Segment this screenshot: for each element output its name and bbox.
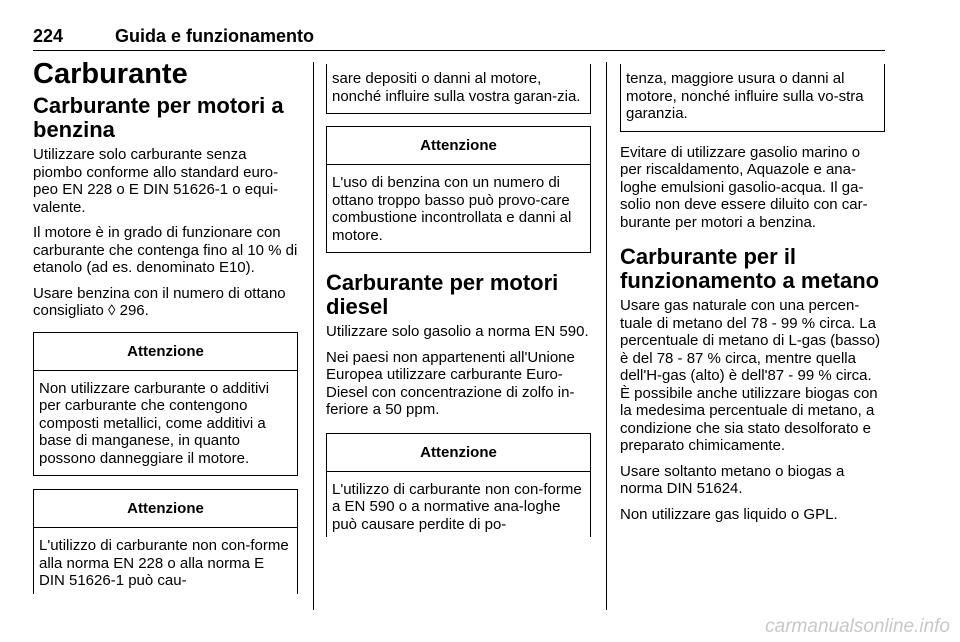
paragraph: Usare benzina con il numero di ottano consigliato ◊ 296. (33, 284, 286, 319)
column-3 (620, 64, 885, 531)
chapter-title: Guida e funzionamento (115, 26, 315, 46)
column-divider (313, 62, 314, 610)
paragraph: Utilizzare solo gasolio a norma EN 590. (326, 323, 589, 340)
warning-text: tenza, maggiore usura o danni al motore, nonché influire sulla vo-stra garanzia. (626, 70, 864, 122)
page-number: 224 (33, 26, 64, 46)
paragraph: Nei paesi non appartenenti all'Unione Europea utilizzare carburante Euro-Diesel con concentrazione di zolfo in-feriore a 50 ppm. (326, 348, 575, 418)
section-title: Carburante (33, 58, 188, 90)
paragraph: Non utilizzare gas liquido o GPL. (620, 505, 838, 523)
warning-text: L'uso di benzina con un numero di ottano troppo basso può provo-care combustione incontrollata e danni al motore. (332, 174, 572, 244)
warning-box-continued (620, 64, 885, 132)
watermark: carmanualsonline.info (765, 616, 950, 637)
paragraph: Utilizzare solo carburante senza piombo conforme allo standard euro-peo EN 228 o E DIN 51626-1 o equi-valente. (33, 146, 279, 216)
subsection-title: Carburante per motori diesel (326, 270, 559, 319)
warning-text: sare depositi o danni al motore, nonché influire sulla vostra garan-zia. (332, 70, 581, 105)
page-header (33, 22, 885, 51)
paragraph: Evitare di utilizzare gasolio marino o per riscaldamento, Aquazole e ana-loghe emulsioni gasolio-acqua. Il ga-solio non deve essere diluito con car-burante per motori a benzina. (620, 143, 868, 231)
column-1 (33, 58, 298, 594)
warning-text: L'utilizzo di carburante non con-forme alla norma EN 228 o alla norma E DIN 51626-1 può cau- (39, 537, 289, 589)
warning-title: Attenzione (34, 333, 297, 371)
paragraph: Il motore è in grado di funzionare con carburante che contenga fino al 10 % di etanolo (ad es. denominato E10). (33, 224, 298, 276)
paragraph: Usare soltanto metano o biogas a norma DIN 51624. (620, 462, 845, 497)
warning-title: Attenzione (327, 127, 590, 165)
warning-text: Non utilizzare carburante o additivi per carburante che contengono composti metallici, come additivi a base di manganese, in quanto possono danneggiare il motore. (39, 379, 270, 467)
warning-box (33, 489, 298, 594)
warning-box-continued (326, 64, 591, 114)
subsection-title: Carburante per motori a benzina (33, 93, 284, 142)
warning-text: L'utilizzo di carburante non con-forme a EN 590 o a normative ana-loghe può causare perdite di po- (332, 480, 582, 533)
subsection-title: Carburante per il funzionamento a metano (620, 244, 880, 293)
paragraph: Usare gas naturale con una percen-tuale di metano del 78 - 99 % circa. La percentuale di metano di L-gas (basso) è del 78 - 87 % circa, mentre quella dell'H-gas (alto) è dell'87 - 99 % circa. È possibile anche utilizzare biogas con la medesima percentuale di metano, a condizione che sia stato desolforato e preparato chimicamente. (620, 297, 881, 454)
warning-box (326, 126, 591, 253)
warning-box (33, 332, 298, 477)
warning-title: Attenzione (34, 490, 297, 528)
column-divider (606, 62, 607, 610)
column-2 (326, 64, 591, 537)
warning-title: Attenzione (327, 434, 590, 472)
warning-box (326, 433, 591, 538)
